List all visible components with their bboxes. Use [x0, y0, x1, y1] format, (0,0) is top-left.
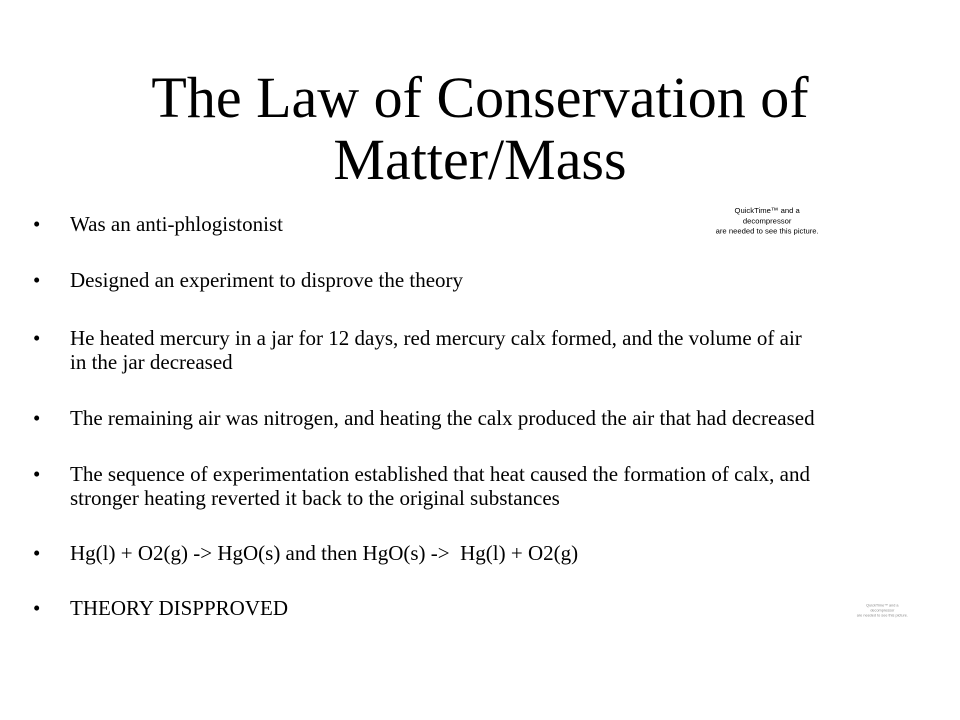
bullet-line: Was an anti-phlogistonist	[70, 212, 283, 236]
placeholder-line: decompressor	[742, 217, 792, 226]
slide-title	[0, 67, 960, 191]
bullet-line: Designed an experiment to disprove the theory	[70, 268, 464, 292]
title-line: The Law of Conservation of	[151, 65, 809, 130]
bullet-item	[33, 268, 463, 292]
placeholder-line: are needed to see this picture.	[715, 227, 819, 237]
bullet-text	[70, 326, 802, 374]
bullet-icon: •	[33, 326, 41, 350]
bullet-text	[70, 462, 810, 510]
bullet-icon: •	[33, 212, 41, 236]
bullet-icon: •	[33, 406, 41, 430]
bullet-icon: •	[33, 596, 41, 620]
quicktime-placeholder	[712, 206, 822, 237]
bullet-line: THEORY DISPPROVED	[70, 596, 288, 620]
bullet-line: The remaining air was nitrogen, and heating the calx produced the air that had decreased	[70, 406, 815, 430]
bullet-line: Hg(l) + O2(g) -> HgO(s) and then HgO(s) -> Hg(l) + O2(g)	[70, 541, 579, 565]
bullet-text	[70, 541, 578, 565]
bullet-item	[33, 212, 283, 236]
bullet-item	[33, 326, 802, 374]
bullet-line: He heated mercury in a jar for 12 days, red mercury calx formed, and the volume of air	[70, 326, 802, 350]
placeholder-line: are needed to see this picture.	[856, 613, 908, 618]
bullet-item	[33, 406, 815, 430]
quicktime-placeholder	[855, 603, 910, 619]
placeholder-line: QuickTime™ and a	[734, 206, 800, 216]
bullet-item	[33, 541, 578, 565]
placeholder-line: decompressor	[870, 608, 895, 613]
bullet-icon: •	[33, 268, 41, 292]
bullet-line: in the jar decreased	[70, 350, 233, 374]
title-line: Matter/Mass	[333, 127, 627, 192]
bullet-line: stronger heating reverted it back to the original substances	[70, 486, 560, 510]
bullet-text	[70, 596, 288, 620]
bullet-icon: •	[33, 541, 41, 565]
bullet-text	[70, 406, 815, 430]
bullet-item	[33, 596, 288, 620]
bullet-text	[70, 268, 463, 292]
bullet-line: The sequence of experimentation established that heat caused the formation of calx, and	[70, 462, 810, 486]
placeholder-line: QuickTime™ and a	[866, 603, 899, 608]
bullet-icon: •	[33, 462, 41, 486]
bullet-item	[33, 462, 810, 510]
bullet-text	[70, 212, 283, 236]
